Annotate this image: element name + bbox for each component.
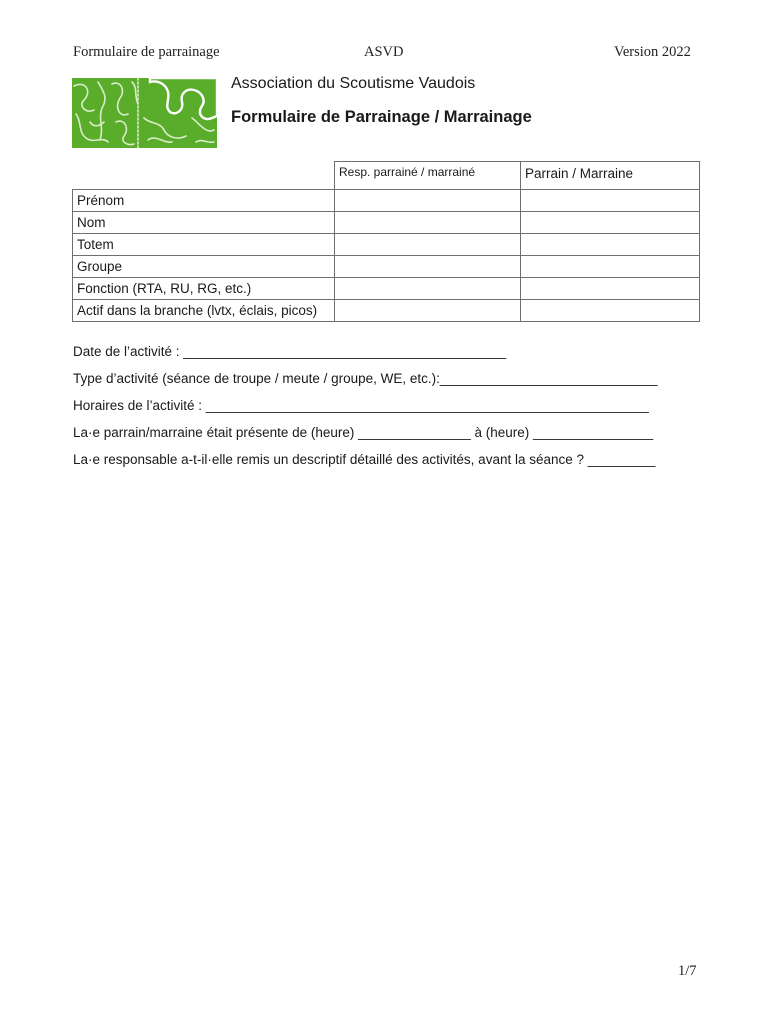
- table-header-label: [73, 162, 335, 190]
- table-row: [73, 256, 700, 278]
- table-header-parrain: Parrain / Marraine: [521, 162, 700, 190]
- header-version: Version 2022: [614, 44, 691, 60]
- resp-cell[interactable]: [335, 234, 521, 256]
- presence-hours-field[interactable]: La·e parrain/marraine était présente de (heure) _______________ à (heure) ________________: [73, 425, 654, 440]
- resp-cell[interactable]: [335, 212, 521, 234]
- form-title: Formulaire de Parrainage / Marrainage: [231, 108, 532, 126]
- row-label: Groupe: [73, 256, 335, 278]
- resp-cell[interactable]: [335, 300, 521, 322]
- table-header-row: [73, 162, 700, 190]
- schedule-field[interactable]: Horaires de l’activité : ___________________________________________________________: [73, 398, 649, 413]
- table-row: [73, 212, 700, 234]
- info-table: [72, 161, 700, 322]
- row-label: Actif dans la branche (lvtx, éclais, picos): [73, 300, 335, 322]
- fleur-de-lis-logo-icon: [72, 78, 217, 148]
- header-left-title: Formulaire de parrainage: [73, 44, 220, 60]
- date-field[interactable]: Date de l’activité : ___________________________________________: [73, 344, 507, 359]
- page-number: 1/7: [678, 963, 697, 979]
- parrain-cell[interactable]: [521, 300, 700, 322]
- parrain-cell[interactable]: [521, 190, 700, 212]
- parrain-cell[interactable]: [521, 212, 700, 234]
- resp-cell[interactable]: [335, 278, 521, 300]
- table-header-resp: Resp. parrainé / marrainé: [335, 162, 521, 190]
- row-label: Nom: [73, 212, 335, 234]
- parrain-cell[interactable]: [521, 278, 700, 300]
- organization-name: Association du Scoutisme Vaudois: [231, 75, 476, 92]
- row-label: Totem: [73, 234, 335, 256]
- activity-type-field[interactable]: Type d’activité (séance de troupe / meute / groupe, WE, etc.):_____________________________: [73, 371, 658, 386]
- table-row: [73, 300, 700, 322]
- table-row: [73, 278, 700, 300]
- row-label: Prénom: [73, 190, 335, 212]
- table-row: [73, 234, 700, 256]
- description-submitted-field[interactable]: La·e responsable a-t-il·elle remis un descriptif détaillé des activités, avant la séance ? _________: [73, 452, 656, 467]
- parrain-cell[interactable]: [521, 234, 700, 256]
- row-label: Fonction (RTA, RU, RG, etc.): [73, 278, 335, 300]
- resp-cell[interactable]: [335, 190, 521, 212]
- table-row: [73, 190, 700, 212]
- parrain-cell[interactable]: [521, 256, 700, 278]
- header-center-title: ASVD: [364, 44, 404, 60]
- resp-cell[interactable]: [335, 256, 521, 278]
